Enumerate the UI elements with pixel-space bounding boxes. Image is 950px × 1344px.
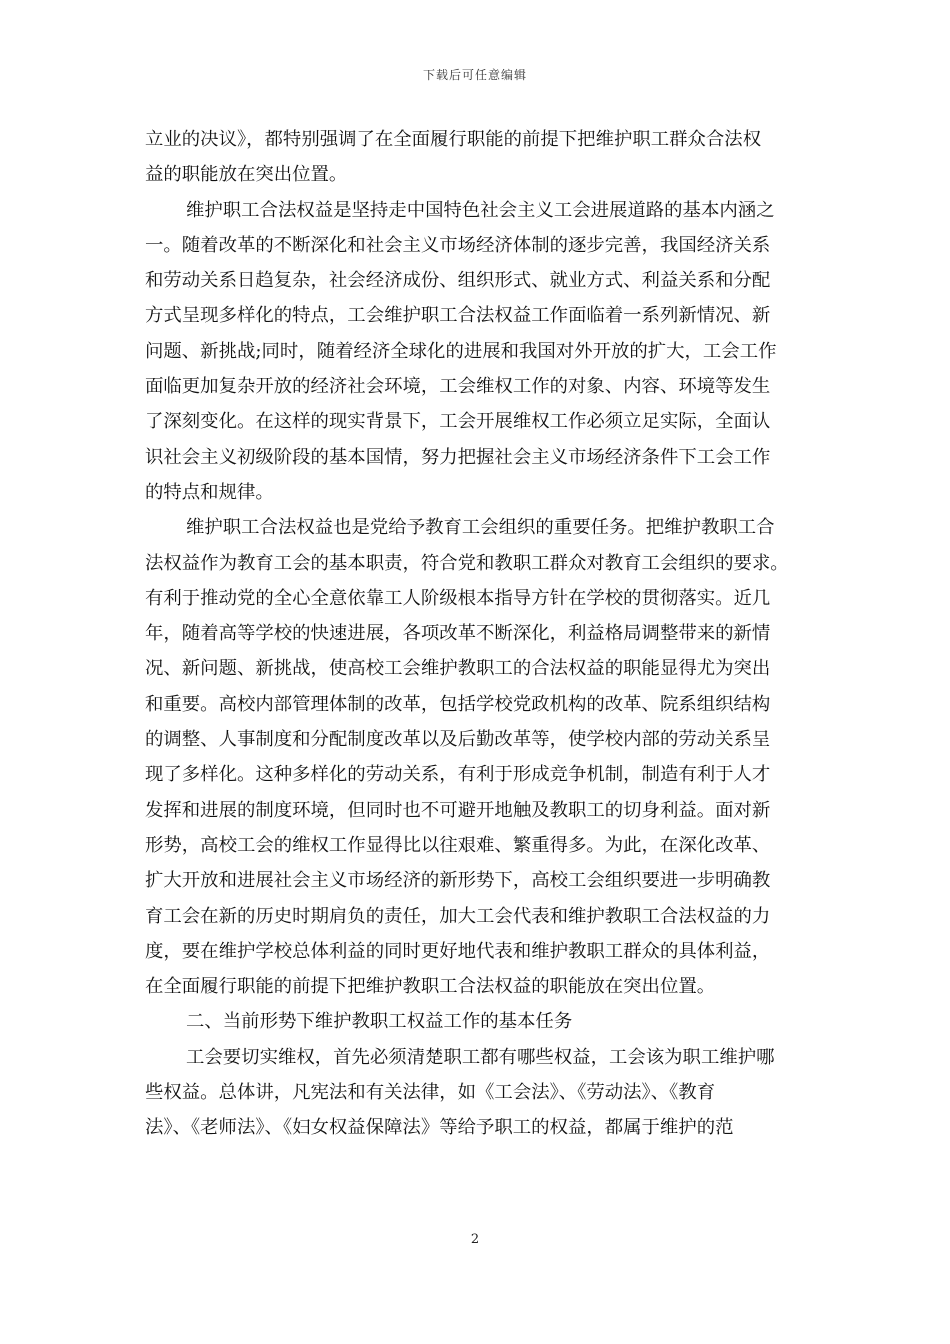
page-header: 下载后可任意编辑	[422, 68, 527, 82]
text-line: 面临更加复杂开放的经济社会环境，工会维权工作的对象、内容、环境等发生	[145, 376, 771, 398]
text-line: 的调整、人事制度和分配制度改革以及后勤改革等，使学校内部的劳动关系呈	[145, 729, 771, 751]
text-line: 和劳动关系日趋复杂，社会经济成份、组织形式、就业方式、利益关系和分配	[145, 270, 771, 292]
text-line: 有利于推动党的全心全意依靠工人阶级根本指导方针在学校的贯彻落实。近几	[145, 587, 771, 609]
paragraph-start-line: 工会要切实维权，首先必须清楚职工都有哪些权益，工会该为职工维护哪	[186, 1046, 775, 1068]
text-line: 年，随着高等学校的快速进展，各项改革不断深化，利益格局调整带来的新情	[145, 623, 771, 645]
section-heading: 二、当前形势下维护教职工权益工作的基本任务	[186, 1011, 573, 1033]
text-line: 形势，高校工会的维权工作显得比以往艰难、繁重得多。为此，在深化改革、	[145, 834, 771, 856]
text-line: 问题、新挑战;同时，随着经济全球化的进展和我国对外开放的扩大，工会工作	[145, 340, 777, 362]
paragraph-start-line: 维护职工合法权益也是党给予教育工会组织的重要任务。把维护教职工合	[186, 517, 775, 539]
text-line: 立业的决议》，都特别强调了在全面履行职能的前提下把维护职工群众合法权	[145, 129, 762, 150]
page-number: 2	[470, 1232, 480, 1247]
text-line: 识社会主义初级阶段的基本国情，努力把握社会主义市场经济条件下工会工作	[145, 446, 771, 468]
text-line: 发挥和进展的制度环境，但同时也不可避开地触及教职工的切身利益。面对新	[145, 799, 771, 821]
text-line: 现了多样化。这种多样化的劳动关系，有利于形成竞争机制，制造有利于人才	[145, 764, 771, 786]
text-line: 度，要在维护学校总体利益的同时更好地代表和维护教职工群众的具体利益，	[145, 940, 771, 962]
text-line: 一。随着改革的不断深化和社会主义市场经济体制的逐步完善，我国经济关系	[145, 234, 771, 256]
text-line: 况、新问题、新挑战，使高校工会维护教职工的合法权益的职能显得尤为突出	[145, 658, 771, 680]
text-line: 方式呈现多样化的特点，工会维护职工合法权益工作面临着一系列新情况、新	[145, 305, 771, 327]
text-line: 益的职能放在突出位置。	[145, 164, 348, 186]
paragraph-start-line: 维护职工合法权益是坚持走中国特色社会主义工会进展道路的基本内涵之	[186, 199, 775, 221]
text-line: 了深刻变化。在这样的现实背景下，工会开展维权工作必须立足实际，全面认	[145, 411, 771, 433]
text-line: 在全面履行职能的前提下把维护教职工合法权益的职能放在突出位置。	[145, 976, 716, 998]
text-line: 法》、《老师法》、《妇女权益保障法》等给予职工的权益，都属于维护的范	[145, 1117, 734, 1139]
text-line: 扩大开放和进展社会主义市场经济的新形势下，高校工会组织要进一步明确教	[145, 870, 771, 892]
text-line: 法权益作为教育工会的基本职责，符合党和教职工群众对教育工会组织的要求。	[145, 552, 789, 574]
text-line: 的特点和规律。	[145, 481, 274, 503]
document-body	[145, 122, 807, 1146]
text-line: 些权益。总体讲，凡宪法和有关法律，如《工会法》、《劳动法》、《教育	[145, 1082, 716, 1104]
text-line: 育工会在新的历史时期肩负的责任，加大工会代表和维护教职工合法权益的力	[145, 905, 771, 927]
text-line: 和重要。高校内部管理体制的改革，包括学校党政机构的改革、院系组织结构	[145, 693, 771, 715]
